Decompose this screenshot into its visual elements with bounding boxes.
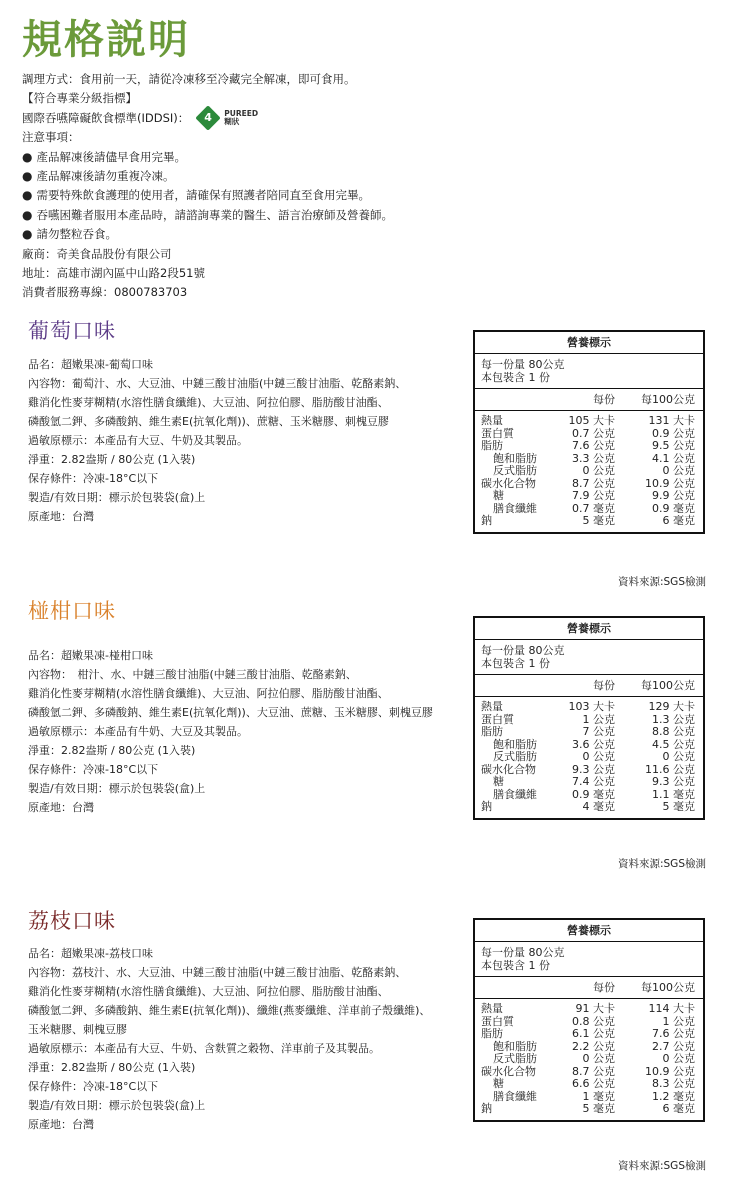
product-info-line: 保存條件：冷凍-18°C以下 [28, 472, 159, 485]
method-text: 調理方式：食用前一天，請從冷凍移至冷藏完全解凍，即可食用。 [22, 72, 356, 86]
nutrient-name: 蛋白質 [481, 712, 514, 726]
serving-size: 每一份量 80公克 [481, 358, 565, 371]
value-per-100g: 0.9 公克 [652, 426, 695, 440]
product-info-line: 磷酸氫二鉀、多磷酸鈉、維生素E(抗氧化劑))、纖維(燕麥纖維、洋車前子殼纖維)、 [28, 1004, 431, 1017]
nutrient-name: 碳水化合物 [481, 762, 536, 776]
product-info-line: 原產地：台灣 [28, 1118, 94, 1131]
iddsi-row [22, 109, 622, 128]
nutrient-name: 膳食纖維 [493, 1089, 537, 1103]
value-per-serving: 0 公克 [582, 464, 615, 477]
nutrition-rows [475, 411, 703, 532]
value-per-serving: 1 毫克 [582, 1089, 615, 1103]
nutrition-table [473, 330, 705, 534]
nutrient-name: 膳食纖維 [493, 501, 537, 515]
value-per-serving: 7.4 公克 [572, 775, 615, 788]
nutrient-name: 反式脂肪 [493, 464, 537, 477]
nutrient-name: 脂肪 [481, 725, 503, 738]
iddsi-badge [199, 109, 258, 127]
value-per-serving: 3.3 公克 [572, 451, 615, 465]
product-info-line: 雞消化性麥芽糊精(水溶性膳食纖維)、大豆油、阿拉伯膠、脂肪酸甘油酯、 [28, 396, 389, 409]
hotline-text: 消費者服務專線：0800783703 [22, 285, 188, 300]
nutrient-name: 反式脂肪 [493, 1052, 537, 1065]
column-headers [475, 675, 703, 697]
nutrient-name: 飽和脂肪 [493, 451, 537, 465]
iddsi-level-text: PUREED 糊狀 [224, 109, 259, 127]
nutrition-row [481, 1003, 697, 1016]
nutrition-rows [475, 697, 703, 818]
servings-per-pack: 本包裝含 1 份 [481, 657, 550, 670]
value-per-serving: 1 公克 [582, 712, 615, 726]
nutrient-name: 鈉 [481, 1102, 492, 1115]
nutrient-name: 熱量 [481, 414, 503, 427]
product-info-line: 內容物：荔枝汁、水、大豆油、中鏈三酸甘油脂(中鏈三酸甘油脂、乾酪素鈉、 [28, 966, 407, 979]
nutrition-head: 營養標示 [475, 332, 703, 354]
nutrient-name: 脂肪 [481, 439, 503, 452]
product-info-line: 淨重：2.82盎斯 / 80公克 (1入裝) [28, 453, 196, 466]
value-per-100g: 0 公克 [662, 750, 695, 763]
nutrient-name: 蛋白質 [481, 426, 514, 440]
value-per-100g: 6 毫克 [662, 514, 695, 527]
flavor-title: 荔枝口味 [28, 909, 116, 933]
nutrition-rows [475, 999, 703, 1120]
value-per-100g: 1 公克 [662, 1014, 695, 1028]
nutrition-row [481, 801, 697, 814]
nutrient-name: 糖 [493, 1077, 504, 1090]
value-per-serving: 105 大卡 [568, 414, 615, 427]
value-per-serving: 103 大卡 [568, 700, 615, 713]
product-info-line: 保存條件：冷凍-18°C以下 [28, 763, 159, 776]
value-per-100g: 4.5 公克 [652, 737, 695, 751]
value-per-serving: 0 公克 [582, 750, 615, 763]
nutrition-row [481, 751, 697, 764]
nutrition-row [481, 440, 697, 453]
col-per-serving: 每份 [593, 981, 615, 994]
value-per-serving: 2.2 公克 [572, 1039, 615, 1053]
flavor-title: 葡萄口味 [28, 319, 116, 343]
value-per-serving: 7.6 公克 [572, 439, 615, 452]
value-per-100g: 6 毫克 [662, 1102, 695, 1115]
value-per-serving: 0.7 毫克 [572, 501, 615, 515]
value-per-100g: 1.3 公克 [652, 712, 695, 726]
value-per-serving: 9.3 公克 [572, 762, 615, 776]
value-per-serving: 7.9 公克 [572, 489, 615, 502]
nutrition-row [481, 776, 697, 789]
product-info-line: 磷酸氫二鉀、多磷酸鈉、維生素E(抗氧化劑))、蔗糖、玉米糖膠、刺槐豆膠 [28, 415, 389, 428]
product-info-line: 品名：超嫩果凍-葡萄口味 [28, 358, 153, 371]
nutrient-name: 鈉 [481, 514, 492, 527]
data-source: 資料來源:SGS檢測 [617, 858, 706, 870]
nutrient-name: 碳水化合物 [481, 1064, 536, 1078]
serving-size: 每一份量 80公克 [481, 946, 565, 959]
product-info-line: 製造/有效日期：標示於包裝袋(盒)上 [28, 782, 206, 795]
value-per-serving: 6.6 公克 [572, 1077, 615, 1090]
iddsi-label: 國際吞嚥障礙飲食標準(IDDSI)： [22, 110, 190, 125]
col-per-100g: 每100公克 [641, 393, 695, 406]
col-per-100g: 每100公克 [641, 981, 695, 994]
value-per-serving: 0.9 毫克 [572, 787, 615, 801]
note-item: ● 吞嚥困難者服用本產品時，請諮詢專業的醫生、語言治療師及營養師。 [22, 206, 622, 225]
address-text: 地址：高雄市湖內區中山路2段51號 [22, 265, 205, 280]
nutrition-row [481, 515, 697, 528]
value-per-serving: 5 毫克 [582, 514, 615, 527]
product-info [28, 646, 468, 817]
nutrition-row [481, 1103, 697, 1116]
nutrition-table [473, 616, 705, 820]
nutrient-name: 碳水化合物 [481, 476, 536, 490]
value-per-100g: 4.1 公克 [652, 451, 695, 465]
nutrient-name: 熱量 [481, 700, 503, 713]
product-info-line: 品名：超嫩果凍-荔枝口味 [28, 947, 153, 960]
column-headers [475, 977, 703, 999]
product-info [28, 944, 468, 1134]
nutrient-name: 鈉 [481, 800, 492, 813]
value-per-serving: 8.7 公克 [572, 476, 615, 490]
servings-per-pack: 本包裝含 1 份 [481, 959, 550, 972]
value-per-serving: 7 公克 [582, 725, 615, 738]
page-title: 規格説明 [22, 17, 190, 63]
value-per-serving: 4 毫克 [582, 800, 615, 813]
nutrition-row [481, 701, 697, 714]
serving-info [475, 942, 703, 977]
value-per-100g: 129 大卡 [648, 700, 695, 713]
nutrient-name: 蛋白質 [481, 1014, 514, 1028]
nutrition-head: 營養標示 [475, 618, 703, 640]
value-per-100g: 10.9 公克 [645, 476, 695, 490]
product-info-line: 玉米糖膠、刺槐豆膠 [28, 1023, 127, 1036]
column-headers [475, 389, 703, 411]
product-info-line: 品名：超嫩果凍-椪柑口味 [28, 649, 153, 662]
product-info-line: 雞消化性麥芽糊精(水溶性膳食纖維)、大豆油、阿拉伯膠、脂肪酸甘油酯、 [28, 985, 389, 998]
value-per-serving: 3.6 公克 [572, 737, 615, 751]
product-info-line: 過敏原標示：本產品有大豆、牛奶、含麩質之穀物、洋車前子及其製品。 [28, 1042, 380, 1055]
col-per-100g: 每100公克 [641, 679, 695, 692]
nutrient-name: 熱量 [481, 1002, 503, 1015]
nutrient-name: 膳食纖維 [493, 787, 537, 801]
value-per-serving: 0.7 公克 [572, 426, 615, 440]
product-info-line: 淨重：2.82盎斯 / 80公克 (1入裝) [28, 1061, 196, 1074]
value-per-serving: 91 大卡 [575, 1002, 615, 1015]
badge-label: 【符合專業分級指標】 [22, 91, 137, 106]
flavor-title: 椪柑口味 [28, 599, 116, 623]
nutrient-name: 糖 [493, 489, 504, 502]
serving-info [475, 354, 703, 389]
product-info-line: 內容物：葡萄汁、水、大豆油、中鏈三酸甘油脂(中鏈三酸甘油脂、乾酪素鈉、 [28, 377, 407, 390]
value-per-100g: 2.7 公克 [652, 1039, 695, 1053]
value-per-100g: 1.1 毫克 [652, 787, 695, 801]
note-item: ● 需要特殊飲食護理的使用者，請確保有照護者陪同直至食用完畢。 [22, 186, 622, 205]
value-per-100g: 114 大卡 [648, 1002, 695, 1015]
nutrition-row [481, 465, 697, 478]
nutrition-table [473, 918, 705, 1122]
nutrient-name: 飽和脂肪 [493, 1039, 537, 1053]
nutrition-row [481, 1028, 697, 1041]
product-info-line: 過敏原標示：本產品有大豆、牛奶及其製品。 [28, 434, 248, 447]
value-per-100g: 9.5 公克 [652, 439, 695, 452]
nutrient-name: 脂肪 [481, 1027, 503, 1040]
nutrient-name: 飽和脂肪 [493, 737, 537, 751]
servings-per-pack: 本包裝含 1 份 [481, 371, 550, 384]
nutrient-name: 反式脂肪 [493, 750, 537, 763]
value-per-serving: 0 公克 [582, 1052, 615, 1065]
product-info-line: 原產地：台灣 [28, 510, 94, 523]
nutrition-row [481, 1053, 697, 1066]
value-per-100g: 8.8 公克 [652, 725, 695, 738]
col-per-serving: 每份 [593, 679, 615, 692]
product-info-line: 過敏原標示：本產品有牛奶、大豆及其製品。 [28, 725, 248, 738]
value-per-100g: 10.9 公克 [645, 1064, 695, 1078]
note-item: ● 產品解凍後請勿重複冷凍。 [22, 167, 622, 186]
value-per-100g: 7.6 公克 [652, 1027, 695, 1040]
product-info-line: 內容物： 柑汁、水、中鏈三酸甘油脂(中鏈三酸甘油脂、乾酪素鈉、 [28, 668, 357, 681]
nutrition-head: 營養標示 [475, 920, 703, 942]
product-info-line: 雞消化性麥芽糊精(水溶性膳食纖維)、大豆油、阿拉伯膠、脂肪酸甘油酯、 [28, 687, 389, 700]
value-per-100g: 8.3 公克 [652, 1077, 695, 1090]
product-info-line: 原產地：台灣 [28, 801, 94, 814]
value-per-100g: 11.6 公克 [645, 762, 695, 776]
product-info [28, 355, 468, 526]
intro-section [22, 70, 622, 303]
notes-title: 注意事項： [22, 130, 80, 145]
data-source: 資料來源:SGS檢測 [617, 1160, 706, 1172]
data-source: 資料來源:SGS檢測 [617, 576, 706, 588]
serving-info [475, 640, 703, 675]
nutrition-row [481, 1078, 697, 1091]
value-per-100g: 0 公克 [662, 464, 695, 477]
maker-text: 廠商：奇美食品股份有限公司 [22, 246, 172, 261]
nutrition-row [481, 415, 697, 428]
iddsi-level-icon: 4 [196, 106, 221, 131]
value-per-serving: 8.7 公克 [572, 1064, 615, 1078]
product-info-line: 製造/有效日期：標示於包裝袋(盒)上 [28, 1099, 206, 1112]
nutrient-name: 糖 [493, 775, 504, 788]
nutrition-row [481, 490, 697, 503]
value-per-100g: 0 公克 [662, 1052, 695, 1065]
value-per-100g: 1.2 毫克 [652, 1089, 695, 1103]
value-per-100g: 9.3 公克 [652, 775, 695, 788]
value-per-100g: 5 毫克 [662, 800, 695, 813]
value-per-serving: 6.1 公克 [572, 1027, 615, 1040]
value-per-100g: 131 大卡 [648, 414, 695, 427]
value-per-100g: 0.9 毫克 [652, 501, 695, 515]
note-item: ● 請勿整粒吞食。 [22, 225, 622, 244]
product-info-line: 保存條件：冷凍-18°C以下 [28, 1080, 159, 1093]
col-per-serving: 每份 [593, 393, 615, 406]
value-per-serving: 5 毫克 [582, 1102, 615, 1115]
nutrition-row [481, 726, 697, 739]
value-per-100g: 9.9 公克 [652, 489, 695, 502]
product-info-line: 製造/有效日期：標示於包裝袋(盒)上 [28, 491, 206, 504]
product-info-line: 磷酸氫二鉀、多磷酸鈉、維生素E(抗氧化劑))、大豆油、蔗糖、玉米糖膠、刺槐豆膠 [28, 706, 433, 719]
product-info-line: 淨重：2.82盎斯 / 80公克 (1入裝) [28, 744, 196, 757]
serving-size: 每一份量 80公克 [481, 644, 565, 657]
value-per-serving: 0.8 公克 [572, 1014, 615, 1028]
note-item: ● 產品解凍後請儘早食用完畢。 [22, 148, 622, 167]
